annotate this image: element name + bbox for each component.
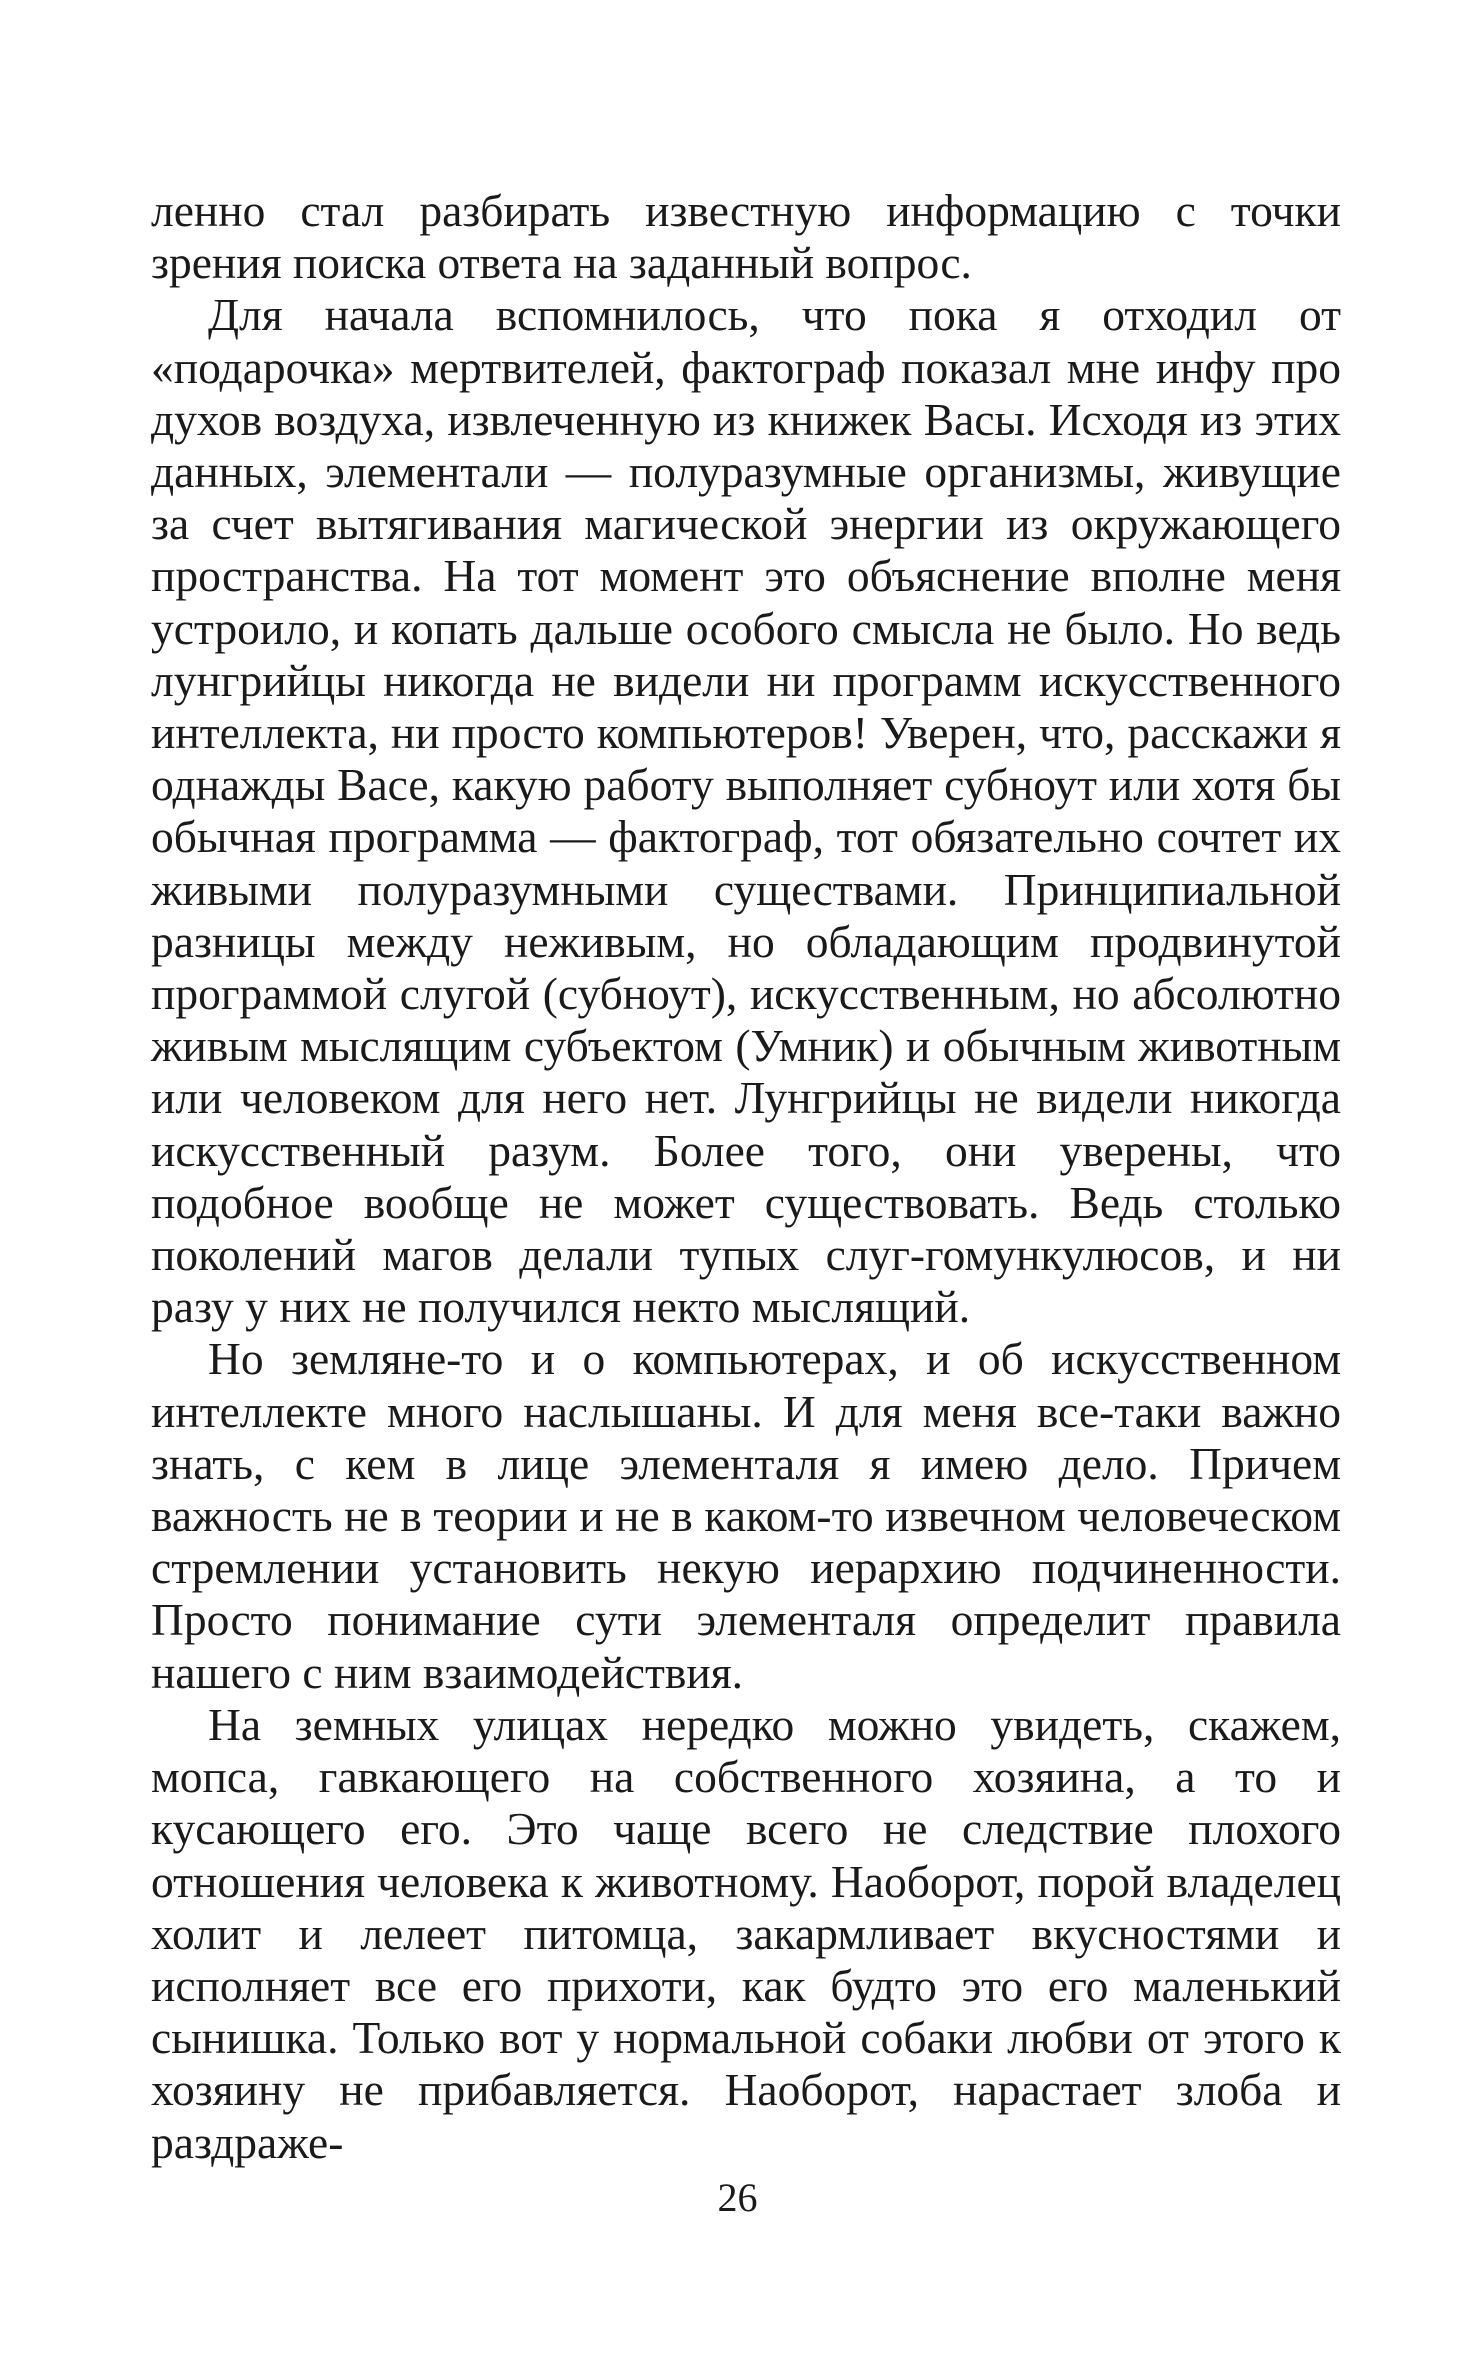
paragraph: Но земляне-то и о компьютерах, и об искусственном интеллекте много наслышаны. И для меня все-таки важно знать, с кем в лице элементаля я имею дело. Причем важность не в теории и не в каком-то извечном человеческом стремлении установить некую иерархию подчиненности. Просто понимание сути элементаля определит правила нашего с ним взаимодействия.	[151, 1333, 1341, 1698]
text-column	[151, 185, 1341, 2169]
paragraph: Для начала вспомнилось, что пока я отходил от «подарочка» мертвителей, фактограф показал мне инфу про духов воздуха, извлеченную из книжек Васы. Исходя из этих данных, элементали — полуразумные организмы, живущие за счет вытягивания магической энергии из окружающего пространства. На тот момент это объяснение вполне меня устроило, и копать дальше особого смысла не было. Но ведь лунгрийцы никогда не видели ни программ искусственного интеллекта, ни просто компьютеров! Уверен, что, расскажи я однажды Васе, какую работу выполняет субноут или хотя бы обычная программа — фактограф, тот обязательно сочтет их живыми полуразумными существами. Принципиальной разницы между неживым, но обладающим продвинутой программой слугой (субноут), искусственным, но абсолютно живым мыслящим субъектом (Умник) и обычным животным или человеком для него нет. Лунгрийцы не видели никогда искусственный разум. Более того, они уверены, что подобное вообще не может существовать. Ведь столько поколений магов делали тупых слуг-гомункулюсов, и ни разу у них не получился некто мыслящий.	[151, 289, 1341, 1333]
page-number: 26	[717, 2175, 758, 2220]
paragraph-continued: ленно стал разбирать известную информацию с точки зрения поиска ответа на заданный вопрос.	[151, 185, 1341, 289]
paragraph: На земных улицах нередко можно увидеть, скажем, мопса, гавкающего на собственного хозяина, а то и кусающего его. Это чаще всего не следствие плохого отношения человека к животному. Наоборот, порой владелец холит и лелеет питомца, закармливает вкусностями и исполняет все его прихоти, как будто это его маленький сынишка. Только вот у нормальной собаки любви от этого к хозяину не прибавляется. Наоборот, нарастает злоба и раздраже-	[151, 1698, 1341, 2168]
